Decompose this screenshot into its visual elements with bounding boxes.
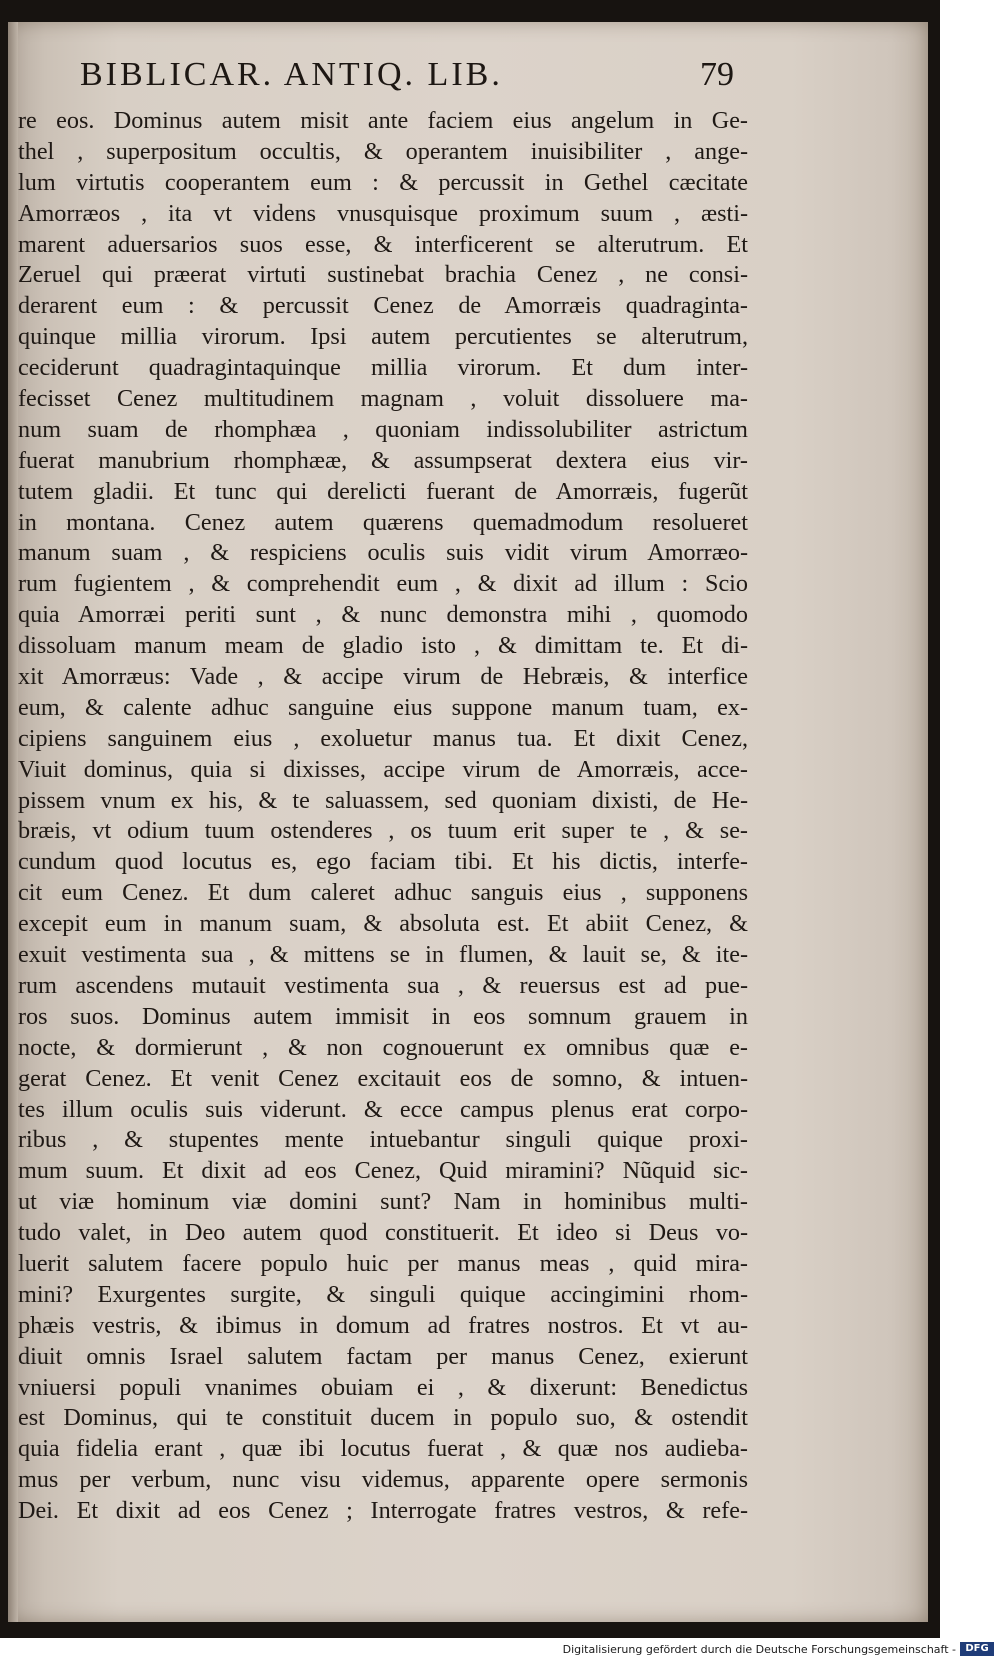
text-line: quia Amorræi periti sunt , & nunc demonstra mihi , quomodo	[18, 601, 748, 629]
text-line: tudo valet, in Deo autem quod constituerit. Et ideo si Deus vo-	[18, 1219, 748, 1247]
text-line: tes illum oculis suis viderunt. & ecce campus plenus erat corpo-	[18, 1095, 748, 1123]
text-line: gerat Cenez. Et venit Cenez excitauit eos de somno, & intuen-	[18, 1064, 748, 1092]
text-line: derarent eum : & percussit Cenez de Amorræis quadraginta-	[18, 292, 748, 320]
text-line: Dei. Et dixit ad eos Cenez ; Interrogate fratres vestros, & refe-	[18, 1497, 748, 1525]
text-line: cundum quod locutus es, ego faciam tibi. Et his dictis, interfe-	[18, 848, 748, 876]
text-line: Zeruel qui præerat virtuti sustinebat brachia Cenez , ne consi-	[18, 261, 748, 289]
text-line: rum ascendens mutauit vestimenta sua , & reuersus est ad pue-	[18, 971, 748, 999]
text-line: mini? Exurgentes surgite, & singuli quique accingimini rhom-	[18, 1280, 748, 1308]
text-body	[18, 106, 748, 1527]
page-edge	[8, 22, 18, 1622]
text-line: est Dominus, qui te constituit ducem in populo suo, & ostendit	[18, 1404, 748, 1432]
text-line: fuerat manubrium rhomphææ, & assumpserat dextera eius vir-	[18, 446, 748, 474]
text-line: in montana. Cenez autem quærens quemadmodum resolueret	[18, 508, 748, 536]
text-line: fecisset Cenez multitudinem magnam , voluit dissoluere ma-	[18, 385, 748, 413]
text-line: mum suum. Et dixit ad eos Cenez, Quid miramini? Nũquid sic-	[18, 1157, 748, 1185]
text-line: xit Amorræus: Vade , & accipe virum de Hebræis, & interfice	[18, 663, 748, 691]
text-line: ros suos. Dominus autem immisit in eos somnum grauem in	[18, 1002, 748, 1030]
text-line: marent aduersarios suos esse, & interficerent se alterutrum. Et	[18, 230, 748, 258]
running-head-title: BIBLICAR. ANTIQ. LIB.	[80, 56, 503, 93]
text-line: cipiens sanguinem eius , exoluetur manus tua. Et dixit Cenez,	[18, 724, 748, 752]
text-line: tutem gladii. Et tunc qui derelicti fuerant de Amorræis, fugerũt	[18, 477, 748, 505]
text-line: eum, & calente adhuc sanguine eius suppone manum tuam, ex-	[18, 693, 748, 721]
text-line: vniuersi populi vnanimes obuiam ei , & dixerunt: Benedictus	[18, 1373, 748, 1401]
text-line: rum fugientem , & comprehendit eum , & dixit ad illum : Scio	[18, 570, 748, 598]
text-line: manum suam , & respiciens oculis suis vidit virum Amorræo-	[18, 539, 748, 567]
text-line: nocte, & dormierunt , & non cognouerunt ex omnibus quæ e-	[18, 1033, 748, 1061]
text-line: cit eum Cenez. Et dum caleret adhuc sanguis eius , supponens	[18, 879, 748, 907]
running-head	[80, 56, 780, 104]
text-line: excepit eum in manum suam, & absoluta est. Et abiit Cenez, &	[18, 910, 748, 938]
digitization-credit: Digitalisierung gefördert durch die Deutsche Forschungsgemeinschaft -	[562, 1643, 956, 1656]
text-line: bræis, vt odium tuum ostenderes , os tuum erit super te , & se-	[18, 817, 748, 845]
dfg-logo: DFG	[960, 1642, 994, 1656]
text-line: phæis vestris, & ibimus in domum ad fratres nostros. Et vt au-	[18, 1311, 748, 1339]
text-line: num suam de rhomphæa , quoniam indissolubiliter astrictum	[18, 415, 748, 443]
text-line: luerit salutem facere populo huic per manus meas , quid mira-	[18, 1249, 748, 1277]
text-line: ribus , & stupentes mente intuebantur singuli quique proxi-	[18, 1126, 748, 1154]
text-line: pissem vnum ex his, & te saluassem, sed quoniam dixisti, de He-	[18, 786, 748, 814]
text-line: quia fidelia erant , quæ ibi locutus fuerat , & quæ nos audieba-	[18, 1435, 748, 1463]
text-line: ceciderunt quadragintaquinque millia virorum. Et dum inter-	[18, 354, 748, 382]
page-number: 79	[700, 56, 734, 93]
text-line: quinque millia virorum. Ipsi autem percutientes se alterutrum,	[18, 323, 748, 351]
text-line: Viuit dominus, quia si dixisses, accipe virum de Amorræis, acce-	[18, 755, 748, 783]
text-line: ut viæ hominum viæ domini sunt? Nam in hominibus multi-	[18, 1188, 748, 1216]
text-line: lum virtutis cooperantem eum : & percussit in Gethel cæcitate	[18, 168, 748, 196]
text-line: exuit vestimenta sua , & mittens se in flumen, & lauit se, & ite-	[18, 941, 748, 969]
text-line: Amorræos , ita vt videns vnusquisque proximum suum , æsti-	[18, 199, 748, 227]
text-line: dissoluam manum meam de gladio isto , & dimittam te. Et di-	[18, 632, 748, 660]
text-line: mus per verbum, nunc visu videmus, apparente opere sermonis	[18, 1466, 748, 1494]
book-page	[8, 22, 928, 1622]
text-line: re eos. Dominus autem misit ante faciem eius angelum in Ge-	[18, 107, 748, 134]
text-line: thel , superpositum occultis, & operantem inuisibiliter , ange-	[18, 137, 748, 165]
text-line: diuit omnis Israel salutem factam per manus Cenez, exierunt	[18, 1342, 748, 1370]
